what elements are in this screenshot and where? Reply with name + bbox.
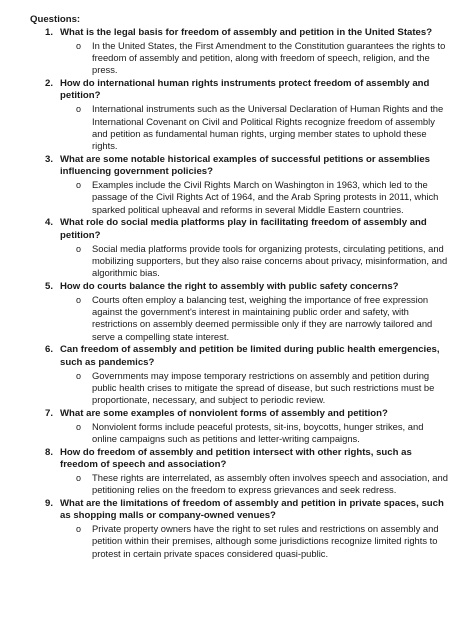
question-number: 3. bbox=[45, 153, 54, 165]
question-text: What role do social media platforms play in facilitating freedom of assembly and petition? bbox=[60, 217, 427, 241]
answer-text: Social media platforms provide tools for organizing protests, circulating petitions, and mobilizing supporters, but they also raise concerns about privacy, misinformation, and algorithmic bias. bbox=[92, 242, 448, 279]
hollow-circle-bullet-icon: o bbox=[76, 104, 82, 115]
question-item bbox=[30, 498, 450, 560]
question-number: 7. bbox=[45, 407, 54, 419]
answer-item bbox=[60, 40, 450, 77]
question-number: 2. bbox=[45, 78, 54, 90]
question-item bbox=[30, 78, 450, 152]
question-item bbox=[30, 217, 450, 279]
answer-text: Courts often employ a balancing test, weighing the importance of free expression against the government's interest in maintaining public order and safety, with restrictions on assembly deemed permissible only if they are narrowly tailored and serve a compelling state interest. bbox=[92, 293, 433, 342]
question-text: How do courts balance the right to assembly with public safety concerns? bbox=[60, 280, 399, 292]
answer-text: Private property owners have the right to set rules and restrictions on assembly and petition within their premises, although some jurisdictions recognize limited rights to protest in certain private spaces considered quasi-public. bbox=[92, 523, 439, 559]
answer-item bbox=[60, 179, 450, 216]
question-text: What are some notable historical examples of successful petitions or assemblies influencing government policies? bbox=[60, 153, 431, 178]
answer-text: Examples include the Civil Rights March on Washington in 1963, which led to the passage of the Civil Rights Act of 1964, and the Arab Spring protests in 2011, which sparked political upheaval and reforms in several Middle Eastern countries. bbox=[92, 179, 439, 215]
question-text: How do international human rights instruments protect freedom of assembly and petition? bbox=[60, 78, 430, 102]
answer-text: Governments may impose temporary restrictions on assembly and petition during public health crises to mitigate the spread of disease, but such restrictions must be proportionate, necessary, and subject to periodic review. bbox=[92, 369, 435, 406]
hollow-circle-bullet-icon: o bbox=[76, 243, 82, 254]
question-text: Can freedom of assembly and petition be limited during public health emergencies, such as pandemics? bbox=[60, 344, 440, 368]
question-item bbox=[30, 27, 450, 77]
hollow-circle-bullet-icon: o bbox=[76, 524, 82, 535]
hollow-circle-bullet-icon: o bbox=[76, 294, 82, 305]
question-number: 1. bbox=[45, 27, 54, 38]
hollow-circle-bullet-icon: o bbox=[76, 180, 82, 191]
question-item bbox=[30, 447, 450, 497]
answer-item bbox=[60, 103, 450, 152]
answer-item bbox=[60, 523, 450, 560]
answer-item bbox=[60, 294, 450, 343]
question-item bbox=[30, 281, 450, 343]
question-text: What are the limitations of freedom of assembly and petition in private spaces, such as shopping malls or company-owned venues? bbox=[60, 497, 444, 522]
hollow-circle-bullet-icon: o bbox=[76, 370, 82, 381]
question-item bbox=[30, 344, 450, 406]
hollow-circle-bullet-icon: o bbox=[76, 421, 82, 432]
answer-text: In the United States, the First Amendment to the Constitution guarantees the rights to freedom of assembly and petition, along with freedom of speech, religion, and the press. bbox=[92, 39, 446, 76]
answer-text: International instruments such as the Universal Declaration of Human Rights and the International Covenant on Civil and Political Rights recognize freedom of assembly and petition as fundamental human rights, urging member states to uphold these rights. bbox=[92, 103, 444, 152]
answer-item bbox=[60, 472, 450, 497]
question-number: 8. bbox=[45, 446, 54, 458]
question-number: 5. bbox=[45, 280, 54, 292]
questions-list bbox=[30, 27, 450, 560]
question-text: What are some examples of nonviolent forms of assembly and petition? bbox=[60, 407, 388, 419]
question-number: 6. bbox=[45, 344, 54, 356]
question-text: How do freedom of assembly and petition intersect with other rights, such as freedom of speech and association? bbox=[60, 446, 412, 471]
answer-text: Nonviolent forms include peaceful protests, sit-ins, boycotts, hunger strikes, and online campaigns such as petitions and letter-writing campaigns. bbox=[92, 420, 424, 444]
hollow-circle-bullet-icon: o bbox=[76, 40, 82, 51]
answer-item bbox=[60, 370, 450, 407]
question-text: What is the legal basis for freedom of assembly and petition in the United States? bbox=[60, 27, 433, 38]
question-number: 9. bbox=[45, 497, 54, 509]
answer-text: These rights are interrelated, as assembly often involves speech and association, and petitioning relies on the freedom to express grievances and seek redress. bbox=[92, 471, 448, 496]
question-item bbox=[30, 408, 450, 445]
answer-item bbox=[60, 243, 450, 280]
hollow-circle-bullet-icon: o bbox=[76, 472, 82, 483]
answer-item bbox=[60, 421, 450, 446]
question-number: 4. bbox=[45, 217, 54, 229]
questions-heading: Questions: bbox=[30, 14, 81, 25]
question-item bbox=[30, 154, 450, 216]
